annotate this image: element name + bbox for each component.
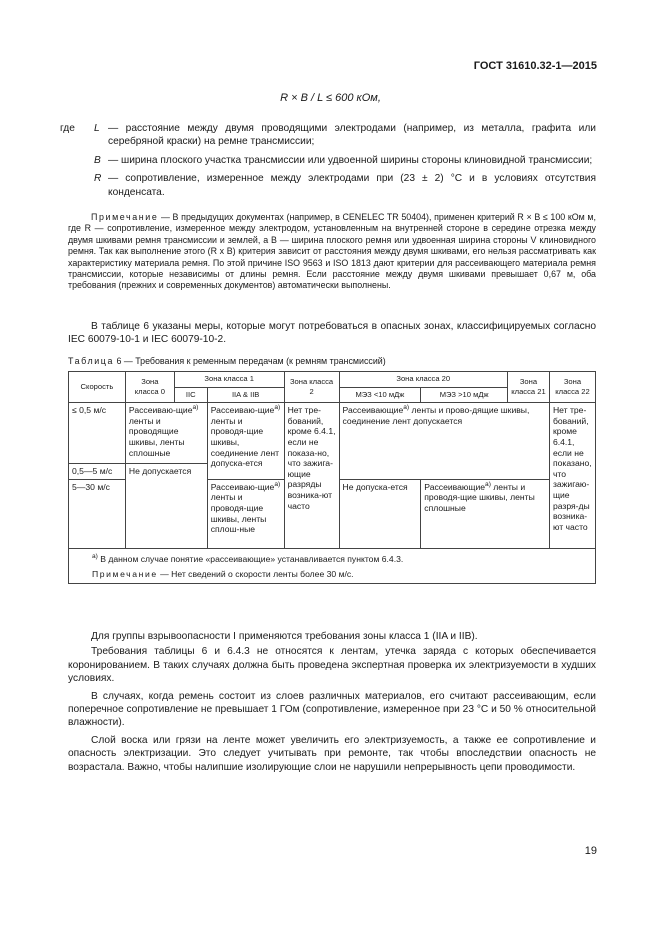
footnote: $^{a)}$ В данном случае понятие «рассеивающие» устанавливается пунктом 6.4.3. (92, 552, 404, 564)
header-zone-1: Зона класса 1 (174, 372, 284, 388)
requirements-table (68, 371, 596, 584)
cell-zone-1-high: Рассеиваю-щие$^{a)}$ ленты и проводя-щие шкивы, ленты сплош-ные (207, 479, 284, 548)
table-footnotes (69, 548, 596, 583)
header-iic: IIC (174, 387, 207, 403)
body-paragraphs (68, 630, 596, 776)
definition-b (68, 154, 596, 167)
cell-zone-20-21-low: Рассеивающие$^{a)}$ ленты и прово-дящие шкивы, соединение лент допускается (339, 403, 549, 480)
cell-mze-lt-high: Не допуска-ется (339, 479, 421, 548)
definition-text: — ширина плоского участка трансмиссии или удвоенной ширины стороны клиновидной трансмиссии; (108, 154, 593, 166)
header-zone-20: Зона класса 20 (339, 372, 507, 388)
definition-r (68, 172, 596, 199)
definitions (60, 122, 596, 204)
cell-zone-0-low: Рассеиваю-щие$^{a)}$ ленты и проводящие шкивы, ленты сплошные (125, 403, 207, 464)
header-mze-gt: МЭЗ >10 мДж (421, 387, 508, 403)
symbol: B (94, 154, 101, 166)
table-caption: Таблица 6 — Требования к ременным передачам (к ремням трансмиссий) (68, 356, 386, 366)
paragraph: Для группы взрывоопасности I применяются требования зоны класса 1 (IIA и IIB). (91, 631, 478, 642)
definition-l (60, 122, 596, 149)
header-zone-2: Зона класса 2 (284, 372, 339, 403)
table-note-row (69, 548, 596, 583)
header-mze-lt: МЭЗ <10 мДж (339, 387, 421, 403)
intro-paragraph: В таблице 6 указаны меры, которые могут потребоваться в опасных зонах, классифицируемых согласно IEC 60079-10-1 и IEC 60079-10-2. (68, 321, 596, 346)
symbol: L (94, 123, 100, 134)
speed-cell: 5—30 м/с (69, 479, 126, 548)
page-number: 19 (584, 845, 597, 857)
document-code: ГОСТ 31610.32-1—2015 (473, 60, 597, 72)
header-zone-0: Зона класса 0 (125, 372, 174, 403)
where-label: где (60, 123, 75, 134)
definition-text: — сопротивление, измеренное между электродами при (23 ± 2) °С и в условиях отсутствия конденсата. (108, 173, 596, 198)
note-paragraph (68, 212, 596, 292)
speed-cell: 0,5—5 м/с (69, 464, 126, 480)
cell-zone-22: Нет тре-бований, кроме 6.4.1, если не показано, что зажигаю-щие разря-ды возника-ют часто (549, 403, 595, 549)
header-zone-21: Зона класса 21 (508, 372, 550, 403)
paragraph: Слой воска или грязи на ленте может увеличить его электризуемость, а также ее сопротивление и опасность электризации. Это следует учитывать при ремонте, так чтобы впоследствии опасность не возрастала. Важно, чтобы налипшие изолирующие слои не нарушили непрерывность цепи проводимости. (68, 734, 596, 773)
speed-cell: ≤ 0,5 м/с (69, 403, 126, 464)
header-zone-22: Зона класса 22 (549, 372, 595, 403)
paragraph: В случаях, когда ремень состоит из слоев различных материалов, его считают рассеивающим, если поперечное сопротивление не превышает 1 ГОм (сопротивление, измеренное при 23 °С и 50 % относительной влажности). (68, 690, 596, 729)
symbol: R (94, 173, 102, 185)
cell-zone-0-high: Не допускается (125, 464, 207, 549)
note-label: Примечание (91, 212, 159, 222)
cell-zone-2: Нет тре-бований, кроме 6.4.1, если не показа-но, что зажига-ющие разряды возника-ют часто (284, 403, 339, 549)
table-row (69, 403, 596, 464)
header-speed: Скорость (69, 372, 126, 403)
table-note: Примечание — Нет сведений о скорости ленты более 30 м/с. (92, 568, 354, 579)
note-text: — В предыдущих документах (например, в CENELEC TR 50404), применен критерий R × B ≤ 100 кОм м, где R — сопротивление, измеренное между электродом, установленным на внутренней стороне в середине отрезка между двумя шкивами ремня трансмиссии и землей, а B — ширина плоского ремня или удвоенная ширина стороны V клиновидного ремня. Так как выполнение этого (R x B) критерия зависит от расстояния между двумя шкивами, его нельзя рассматривать как характеристику материала ремня. По этой причине ISO 9563 и ISO 1813 дают критерии для рассеивающего материала ремня трансмиссии, которые независимы от длины ремня. Если расстояние между двумя шкивами превышает 0,67 м, оба требования (прежних и современных документов) автоматически выполнены. (68, 212, 596, 291)
cell-mze-gt-high: Рассеивающие$^{a)}$ ленты и проводя-щие шкивы, ленты сплошные (421, 479, 550, 548)
header-iia-iib: IIA & IIB (207, 387, 284, 403)
formula: R × B / L ≤ 600 кОм, (280, 92, 381, 104)
table-header-row (69, 372, 596, 388)
paragraph: Требования таблицы 6 и 6.4.3 не относятся к лентам, утечка заряда с которых обеспечивается коронированием. В таких случаях должна быть проведена экспертная проверка их электризуемости в худших условиях. (68, 646, 596, 685)
definition-text: — расстояние между двумя проводящими электродами (например, из металла, графита или серебряной краски) на ремне трансмиссии; (108, 123, 596, 148)
cell-zone-1-low: Рассеиваю-щие$^{a)}$ ленты и проводя-щие шкивы, соединение лент допуска-ется (207, 403, 284, 480)
